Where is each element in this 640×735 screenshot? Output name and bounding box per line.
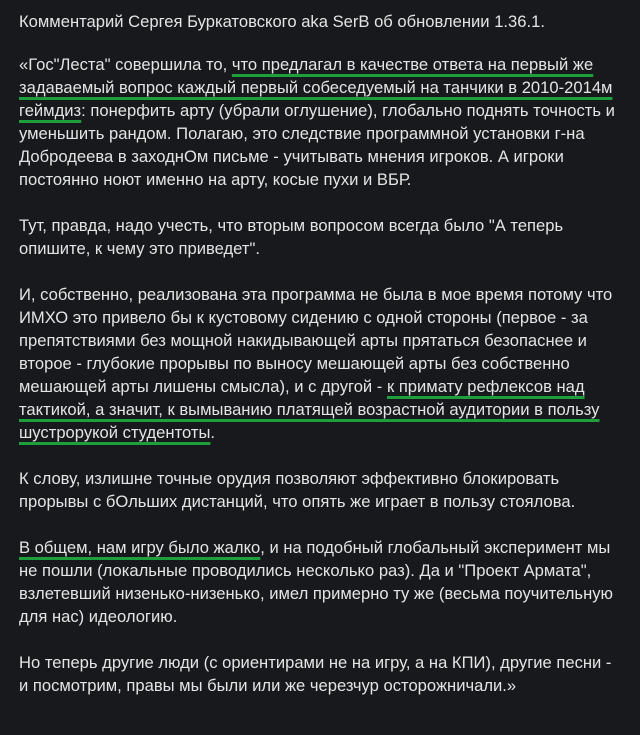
paragraph-4: К слову, излишне точные орудия позволяют эффективно блокировать прорывы с бОльших дистанций, что опять же играет в пользу стоялова.	[19, 469, 576, 511]
paragraph-3-text-start: И, собственно, реализована эта программа не была в мое время потому что ИМХО это привело бы к кустовому сидению с одной стороны (первое - за препятствиями без мощной накидывающей арты прятаться безопаснее и второе - глубокие прорывы по выносу мешающей арты без собственно мешающей арты лишены смысла), и с другой -	[19, 285, 613, 396]
paragraph-1-text-end: : понерфить арту (убрали оглушение), глобально поднять точность и уменьшить рандом. Полагаю, это следствие программной установки г-на Добродеева в заходнОм письме - учитывать мнения игроков. А игроки постоянно ноют именно на арту, косые пухи и ВБР.	[19, 101, 615, 189]
paragraph-6: Но теперь другие люди (с ориентирами не на игру, а на КПИ), другие песни - и посмотрим, правы мы были или же черезчур осторожничали.»	[19, 653, 612, 695]
comment-heading: Комментарий Сергея Буркатовского aka SerB об обновлении 1.36.1.	[19, 12, 545, 31]
highlighted-quote-2: к примату рефлексов над тактикой, а значит, к вымыванию платящей возрастной аудитории в пользу шустрорукой студентоты	[19, 377, 600, 442]
highlighted-quote-3: В общем, нам игру было жалко	[19, 538, 261, 557]
paragraph-5-text-end: , и на подобный глобальный эксперимент мы не пошли (локальные проводились несколько раз). Да и "Проект Армата", взлетевший низенько-низенько, имел примерно ту же (весьма поучительную для нас) идеологию.	[19, 538, 613, 626]
paragraph-5	[19, 536, 620, 628]
paragraph-1-text-start: «Гос"Леста" совершила то,	[19, 55, 232, 74]
paragraph-3-text-end: .	[210, 423, 216, 442]
highlighted-quote-1: что предлагал в качестве ответа на первый же задаваемый вопрос каждый первый собеседуемый на танчики в 2010-2014м геймдиз	[19, 55, 613, 120]
paragraph-1	[19, 53, 620, 191]
paragraph-3	[19, 283, 620, 444]
paragraph-2: Тут, правда, надо учесть, что вторым вопросом всегда было "А теперь опишите, к чему это приведет".	[19, 216, 564, 258]
